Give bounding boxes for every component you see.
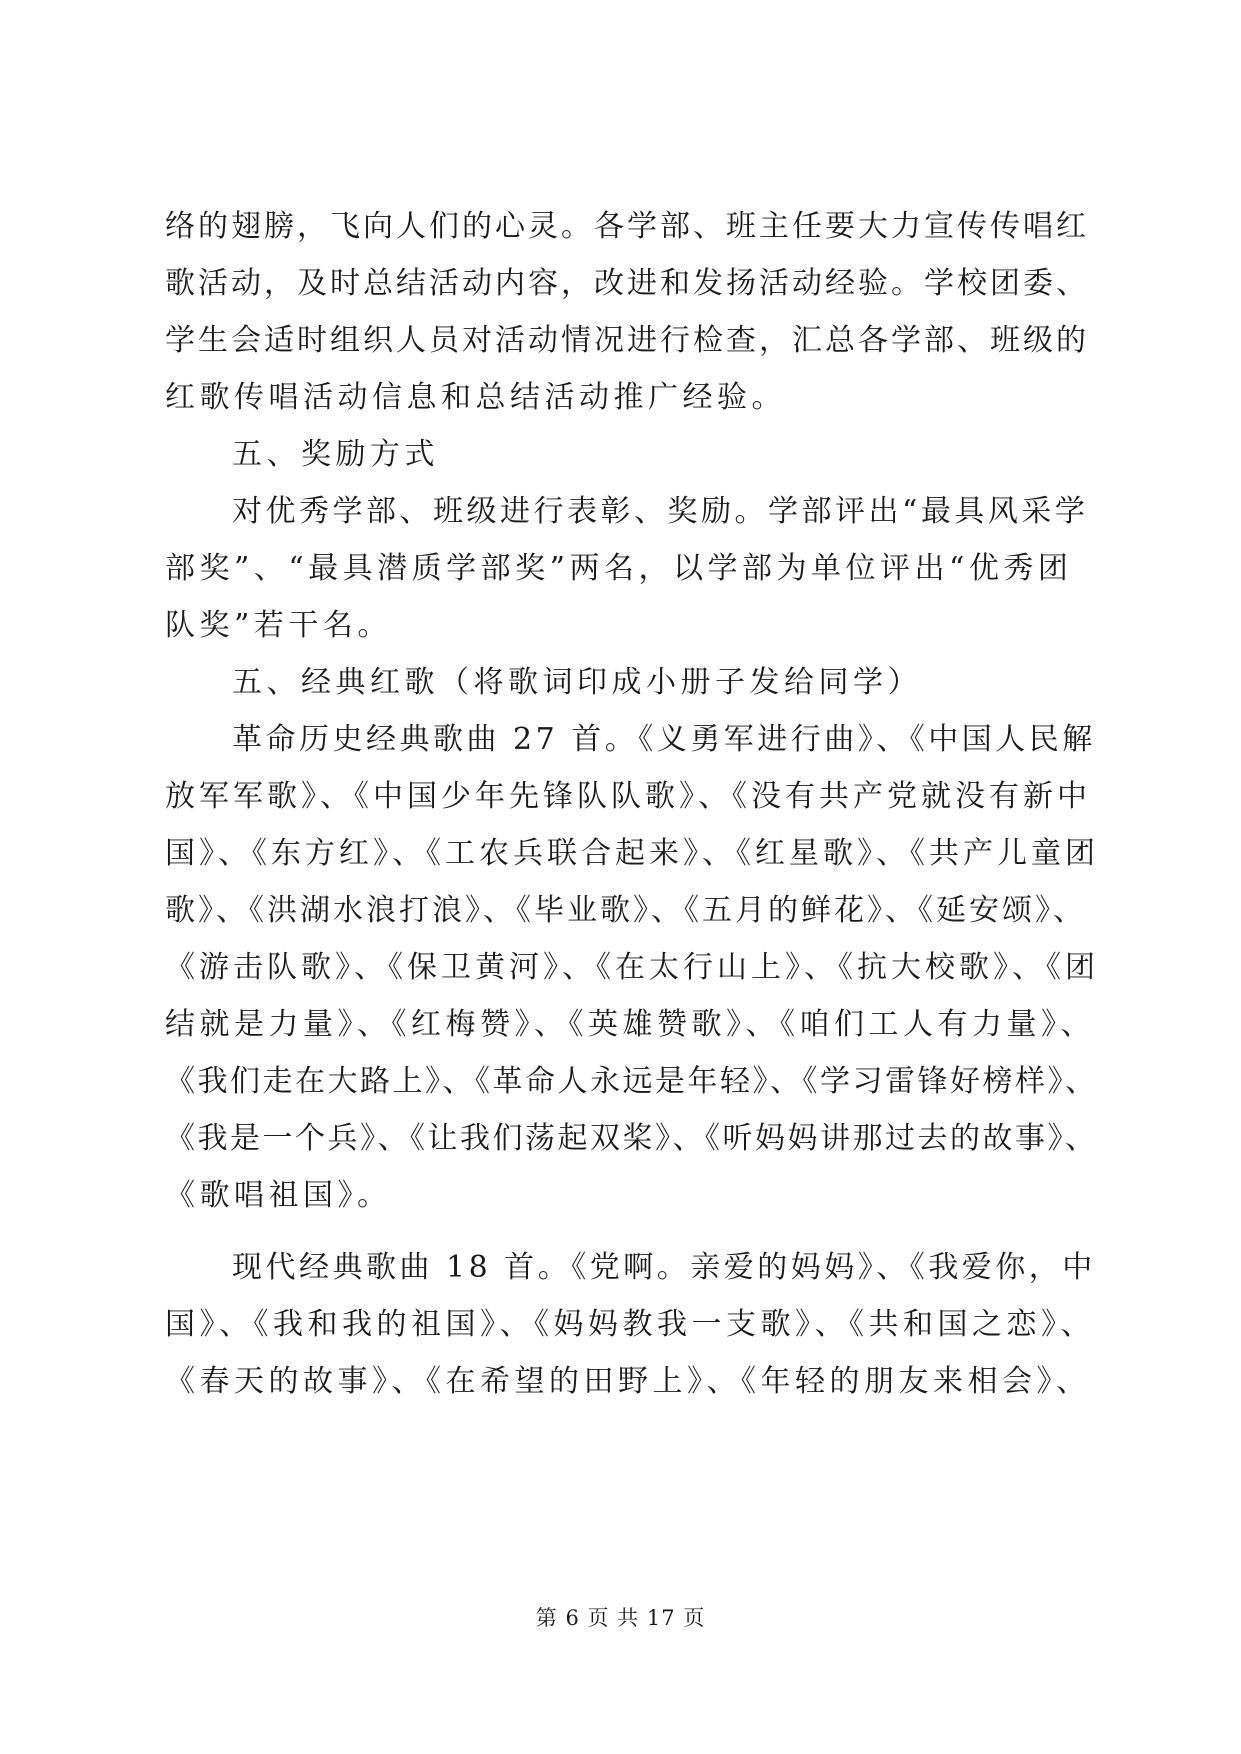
body-text-line: 对优秀学部、班级进行表彰、奖励。学部评出“最具风采学 [232,494,1089,529]
body-text-line: 歌活动，及时总结活动内容，改进和发扬活动经验。学校团委、 [165,266,1089,301]
body-text-line: 革命历史经典歌曲 27 首。《义勇军进行曲》、《中国人民解 [232,722,1096,757]
body-text-line: 歌》、《洪湖水浪打浪》、《毕业歌》、《五月的鲜花》、《延安颂》、 [165,893,1086,928]
page-number-footer: 第 6 页 共 17 页 [535,1606,706,1630]
body-text-line: 部奖”、“最具潜质学部奖”两名，以学部为单位评出“优秀团 [165,551,1073,586]
body-text-line: 红歌传唱活动信息和总结活动推广经验。 [165,380,786,415]
body-text-line: 国》、《我和我的祖国》、《妈妈教我一支歌》、《共和国之恋》、 [165,1307,1095,1342]
body-text-line: 《游击队歌》、《保卫黄河》、《在太行山上》、《抗大校歌》、《团 [165,950,1099,985]
body-text-line: 学生会适时组织人员对活动情况进行检查，汇总各学部、班级的 [165,323,1089,358]
body-text-line: 现代经典歌曲 18 首。《党啊。亲爱的妈妈》、《我爱你，中 [232,1250,1096,1285]
body-text-line: 结就是力量》、《红梅赞》、《英雄赞歌》、《咱们工人有力量》、 [165,1007,1095,1042]
section-heading: 五、奖励方式 [232,437,439,472]
body-text-line: 《歌唱祖国》。 [165,1178,392,1213]
body-text-line: 国》、《东方红》、《工农兵联合起来》、《红星歌》、《共产儿童团 [165,836,1099,871]
body-text-line: 《春天的故事》、《在希望的田野上》、《年轻的朋友来相会》、 [165,1364,1091,1399]
section-heading: 五、经典红歌（将歌词印成小册子发给同学） [232,665,922,700]
body-text-line: 《我们走在大路上》、《革命人永远是年轻》、《学习雷锋好榜样》、 [165,1064,1098,1099]
body-text-line: 《我是一个兵》、《让我们荡起双桨》、《听妈妈讲那过去的故事》、 [165,1121,1098,1156]
body-text-line: 络的翅膀，飞向人们的心灵。各学部、班主任要大力宣传传唱红 [165,209,1089,244]
body-text-line: 放军军歌》、《中国少年先锋队队歌》、《没有共产党就没有新中 [165,779,1091,814]
body-text-line: 队奖”若干名。 [165,608,392,643]
